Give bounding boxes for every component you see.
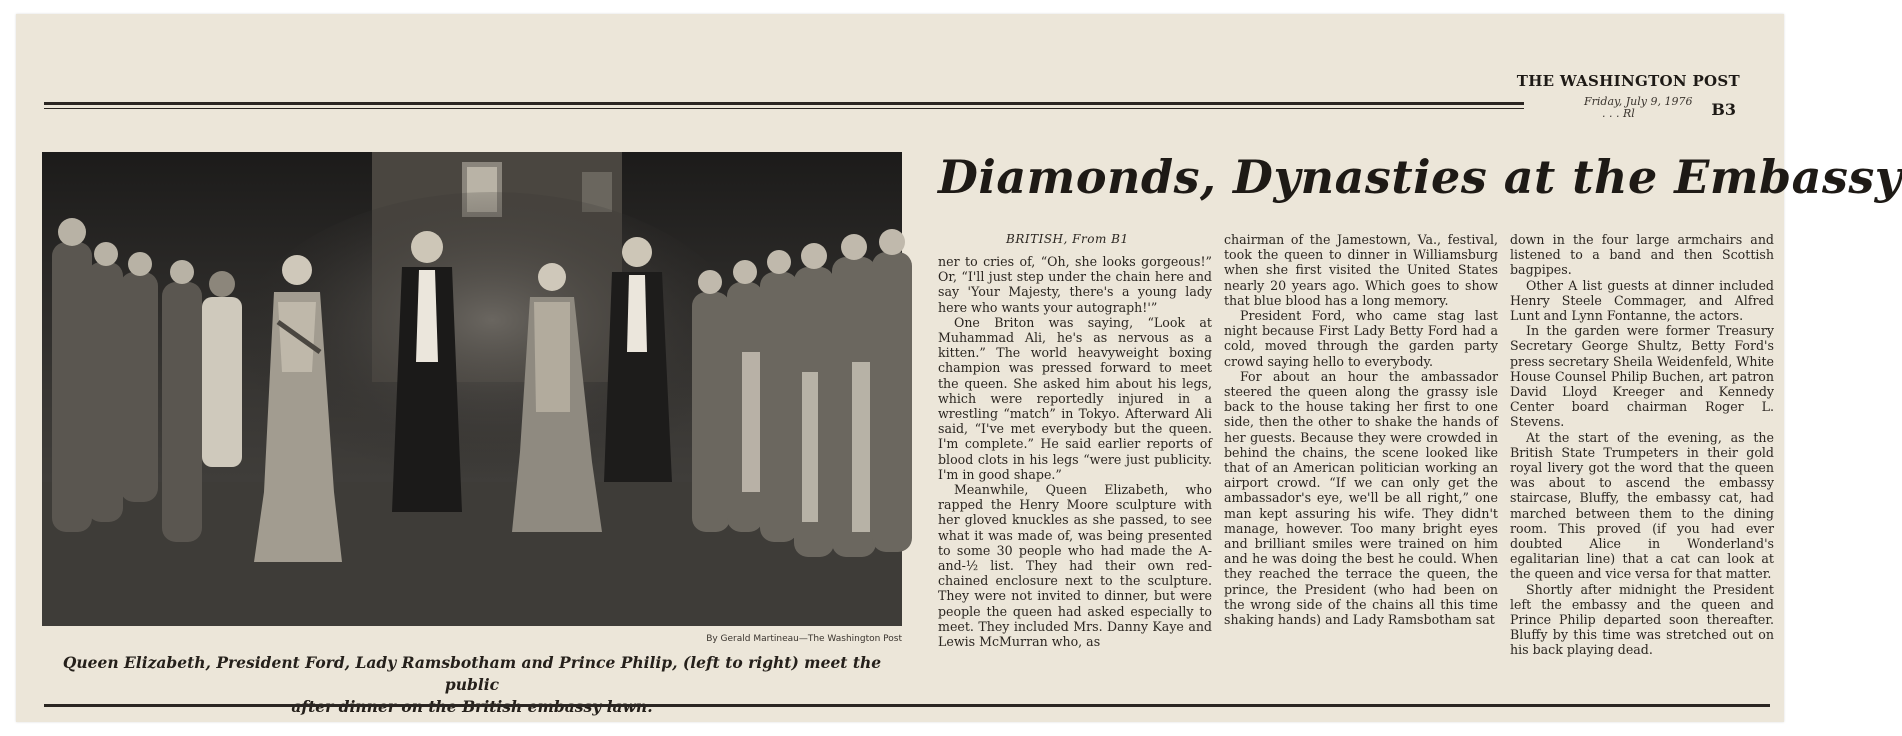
newspaper-clipping [16, 14, 1902, 722]
paragraph: For about an hour the ambassador steered the queen along the grassy isle back to the house taking her first to one side, then the other to shake the hands of her guests. Because they were crowded in behind the chains, the scene looked like that of an American politician working an airport crowd. “If we can only get the ambassador's eye, we'll be all right,” one man kept assuring his wife. They didn't manage, however. Too many bright eyes and brilliant smiles were trained on him and he was doing the best he could. When they reached the terrace the queen, the prince, the President (who had been on the wrong side of the chains all this time shaking hands) and Lady Ramsbotham sat [1224, 368, 1498, 628]
masthead: THE WASHINGTON POST [1516, 72, 1740, 90]
photo-caption [42, 652, 902, 718]
headline: Diamonds, Dynasties at the Embassy [938, 150, 1902, 204]
paragraph: down in the four large armchairs and listened to a band and then Scottish bagpipes. [1510, 232, 1774, 278]
paragraph: Other A list guests at dinner included Henry Steele Commager, and Alfred Lunt and Lynn Fontanne, the actors. [1510, 277, 1774, 324]
bottom-rule [44, 704, 1770, 707]
dateline [1584, 96, 1692, 120]
paragraph: One Briton was saying, “Look at Muhammad Ali, he's as nervous as a kitten.” The world heavyweight boxing champion was pressed forward to meet the queen. She asked him about his legs, which were reportedly injured in a wrestling “match” in Tokyo. Afterward Ali said, “I've met everybody but the queen. I'm complete.” He said earlier reports of blood clots in his legs “were just publicity. I'm in good shape.” [938, 314, 1212, 482]
paragraph: In the garden were former Treasury Secretary George Shultz, Betty Ford's press secretary Sheila Weidenfeld, White House Counsel Philip Buchen, art patron David Lloyd Kreeger and Kennedy Center board chairman Roger L. Stevens. [1510, 323, 1774, 430]
photo-credit: By Gerald Martineau—The Washington Post [706, 634, 902, 644]
photo-image [42, 152, 902, 626]
news-photo [42, 152, 902, 626]
caption-line-1: Queen Elizabeth, President Ford, Lady Ramsbotham and Prince Philip, (left to right) meet the public [62, 653, 882, 694]
caption-line-2: after dinner on the British embassy lawn. [291, 697, 653, 716]
paragraph: chairman of the Jamestown, Va., festival, took the queen to dinner in Williamsburg when she first visited the United States nearly 20 years ago. Which goes to show that blue blood has a long memory. [1224, 232, 1498, 308]
article-column-3 [1510, 232, 1774, 658]
paragraph: ner to cries of, “Oh, she looks gorgeous!” Or, “I'll just step under the chain here and say 'Your Majesty, there's a young lady here who wants your autograph!'” [938, 254, 1212, 315]
paragraph: President Ford, who came stag last night because First Lady Betty Ford had a cold, moved through the garden party crowd saying hello to everybody. [1224, 308, 1498, 369]
jump-line: BRITISH, From B1 [1006, 232, 1129, 246]
article-column-2 [1224, 232, 1498, 627]
page-number: B3 [1711, 100, 1736, 119]
top-rule [44, 102, 1524, 109]
paragraph: Shortly after midnight the President left the embassy and the queen and Prince Philip departed soon thereafter. Bluffy by this time was stretched out on his back playing dead. [1510, 581, 1774, 658]
dateline-date: Friday, July 9, 1976 [1584, 95, 1693, 108]
paragraph: At the start of the evening, as the British State Trumpeters in their gold royal livery got the word that the queen was about to ascend the embassy staircase, Bluffy, the embassy cat, had marched between them to the dining room. This proved (if you had ever doubted Alice in Wonderland's egalitarian line) that a cat can look at the queen and vice versa for that matter. [1510, 429, 1774, 582]
article-column-1 [938, 254, 1212, 649]
dateline-edition: . . . Rl [1602, 107, 1635, 120]
paragraph: Meanwhile, Queen Elizabeth, who rapped the Henry Moore sculpture with her gloved knuckles as she passed, to see what it was made of, was being presented to some 30 people who had made the A-and-½ list. They had their own red-chained enclosure next to the sculpture. They were not invited to dinner, but were people the queen had asked especially to meet. They included Mrs. Danny Kaye and Lewis McMurran who, as [938, 482, 1212, 650]
